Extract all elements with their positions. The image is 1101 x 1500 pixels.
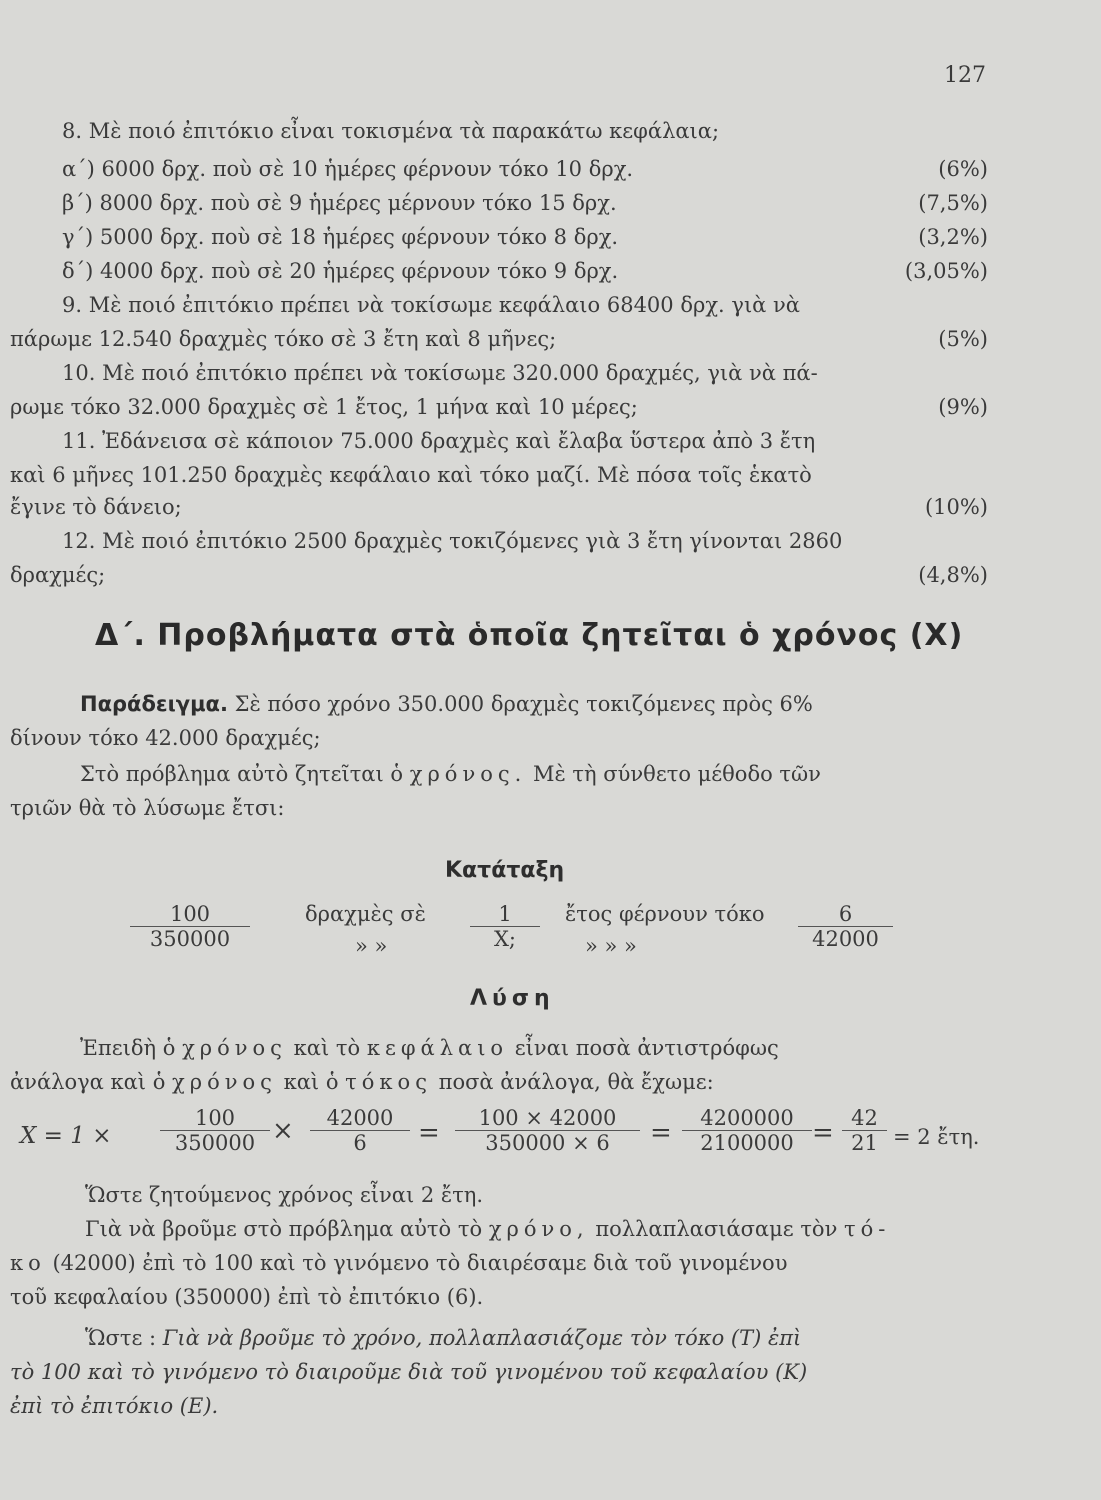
- exercise-line: 10. Μὲ ποιό ἐπιτόκιο πρέπει νὰ τοκίσωμε 320.000 δραχμές, γιὰ νὰ πά-: [62, 361, 818, 385]
- exercise-line: δραχμές; (4,8%): [10, 563, 988, 587]
- fraction-interest: $\frac{6}{42000}$: [798, 902, 893, 951]
- exercise-line: γ΄) 5000 δρχ. ποὺ σὲ 18 ἡμέρες φέρνουν τόκο 8 δρχ. (3,2%): [62, 225, 988, 249]
- lysi-title: Λύση: [470, 986, 555, 1011]
- lysi-line: ἀνάλογα καὶ ὁ χρόνος καὶ ὁ τόκος ποσὰ ἀνάλογα, θὰ ἔχωμε:: [10, 1070, 714, 1094]
- equation-fraction: $\frac{4200000}{2100000}$: [682, 1106, 812, 1155]
- fraction-time: $\frac{1}{X;}$: [470, 902, 540, 951]
- example-line: Παράδειγμα. Σὲ πόσο χρόνο 350.000 δραχμὲς τοκιζόμενες πρὸς 6%: [80, 692, 813, 716]
- method-line: τριῶν θὰ τὸ λύσωμε ἔτσι:: [10, 796, 285, 820]
- equation-result: = 2 ἔτη.: [893, 1125, 980, 1149]
- exercise-line: καὶ 6 μῆνες 101.250 δραχμὲς κεφάλαιο καὶ τόκο μαζί. Μὲ πόσα τοῖς ἑκατὸ: [10, 463, 812, 487]
- page-number: 127: [944, 63, 986, 88]
- exercise-line: β΄) 8000 δρχ. ποὺ σὲ 9 ἡμέρες μέρνουν τόκο 15 δρχ. (7,5%): [62, 191, 988, 215]
- conclusion-line: Ὥστε ζητούμενος χρόνος εἶναι 2 ἔτη.: [85, 1183, 484, 1207]
- equation-fraction: $\frac{42000}{6}$: [310, 1106, 410, 1155]
- rule-line: τὸ 100 καὶ τὸ γινόμενο τὸ διαιροῦμε διὰ τοῦ γινομένου τοῦ κεφαλαίου (Κ): [10, 1360, 808, 1384]
- rule-line: Ὥστε : Γιὰ νὰ βροῦμε τὸ χρόνο, πολλαπλασιάζομε τὸν τόκο (Τ) ἐπὶ: [85, 1326, 802, 1350]
- section-heading: Δ΄. Προβλήματα στὰ ὁποῖα ζητεῖται ὁ χρόνος (Χ): [95, 618, 964, 653]
- rule-line: ἐπὶ τὸ ἐπιτόκιο (Ε).: [10, 1394, 219, 1418]
- equals-sign: =: [812, 1118, 834, 1148]
- equation-fraction: $\frac{42}{21}$: [842, 1106, 887, 1155]
- katataxi-text: ἔτος φέρνουν τόκο: [565, 902, 765, 926]
- para-line: τοῦ κεφαλαίου (350000) ἐπὶ τὸ ἐπιτόκιο (6).: [10, 1285, 484, 1309]
- exercise-line: πάρωμε 12.540 δραχμὲς τόκο σὲ 3 ἔτη καὶ 8 μῆνες; (5%): [10, 327, 988, 351]
- equation-fraction: $\frac{100}{350000}$: [160, 1106, 270, 1155]
- exercise-line: 12. Μὲ ποιό ἐπιτόκιο 2500 δραχμὲς τοκιζόμενες γιὰ 3 ἔτη γίνονται 2860: [62, 529, 843, 553]
- exercise-line: α΄) 6000 δρχ. ποὺ σὲ 10 ἡμέρες φέρνουν τόκο 10 δρχ. (6%): [62, 157, 988, 181]
- katataxi-ditto: » »: [355, 934, 388, 958]
- times-sign: ×: [272, 1116, 294, 1146]
- example-label: Παράδειγμα.: [80, 692, 228, 716]
- equals-sign: =: [418, 1118, 440, 1148]
- exercise-line: ἔγινε τὸ δάνειο; (10%): [10, 495, 988, 519]
- equation-lhs: Χ = 1 ×: [20, 1123, 112, 1149]
- exercise-line: 9. Μὲ ποιό ἐπιτόκιο πρέπει νὰ τοκίσωμε κεφάλαιο 68400 δρχ. γιὰ νὰ: [62, 293, 800, 317]
- exercise-line: δ΄) 4000 δρχ. ποὺ σὲ 20 ἡμέρες φέρνουν τόκο 9 δρχ. (3,05%): [62, 259, 988, 283]
- fraction-money: $\frac{100}{350000}$: [130, 902, 250, 951]
- exercise-line: ρωμε τόκο 32.000 δραχμὲς σὲ 1 ἔτος, 1 μήνα καὶ 10 μέρες; (9%): [10, 395, 988, 419]
- method-line: Στὸ πρόβλημα αὐτὸ ζητεῖται ὁ χρόνος. Μὲ τὴ σύνθετο μέθοδο τῶν: [80, 762, 821, 786]
- katataxi-title: Κατάταξη: [445, 858, 565, 883]
- example-line: δίνουν τόκο 42.000 δραχμές;: [10, 726, 321, 750]
- exercise-line: 11. Ἐδάνεισα σὲ κάποιον 75.000 δραχμὲς καὶ ἔλαβα ὕστερα ἀπὸ 3 ἔτη: [62, 429, 816, 453]
- katataxi-ditto: » » »: [585, 934, 637, 958]
- equation-fraction: $\frac{100 \times 42000}{350000 \times 6}$: [455, 1106, 640, 1155]
- equals-sign: =: [650, 1118, 672, 1148]
- para-line: Γιὰ νὰ βροῦμε στὸ πρόβλημα αὐτὸ τὸ χρόνο, πολλαπλασιάσαμε τὸν τό-: [85, 1217, 891, 1241]
- exercise-line: 8. Μὲ ποιό ἐπιτόκιο εἶναι τοκισμένα τὰ παρακάτω κεφάλαια;: [62, 119, 720, 143]
- lysi-line: Ἐπειδὴ ὁ χρόνος καὶ τὸ κεφάλαιο εἶναι ποσὰ ἀντιστρόφως: [80, 1036, 779, 1060]
- katataxi-text: δραχμὲς σὲ: [305, 902, 426, 926]
- para-line: κο (42000) ἐπὶ τὸ 100 καὶ τὸ γινόμενο τὸ διαιρέσαμε διὰ τοῦ γινομένου: [10, 1251, 788, 1275]
